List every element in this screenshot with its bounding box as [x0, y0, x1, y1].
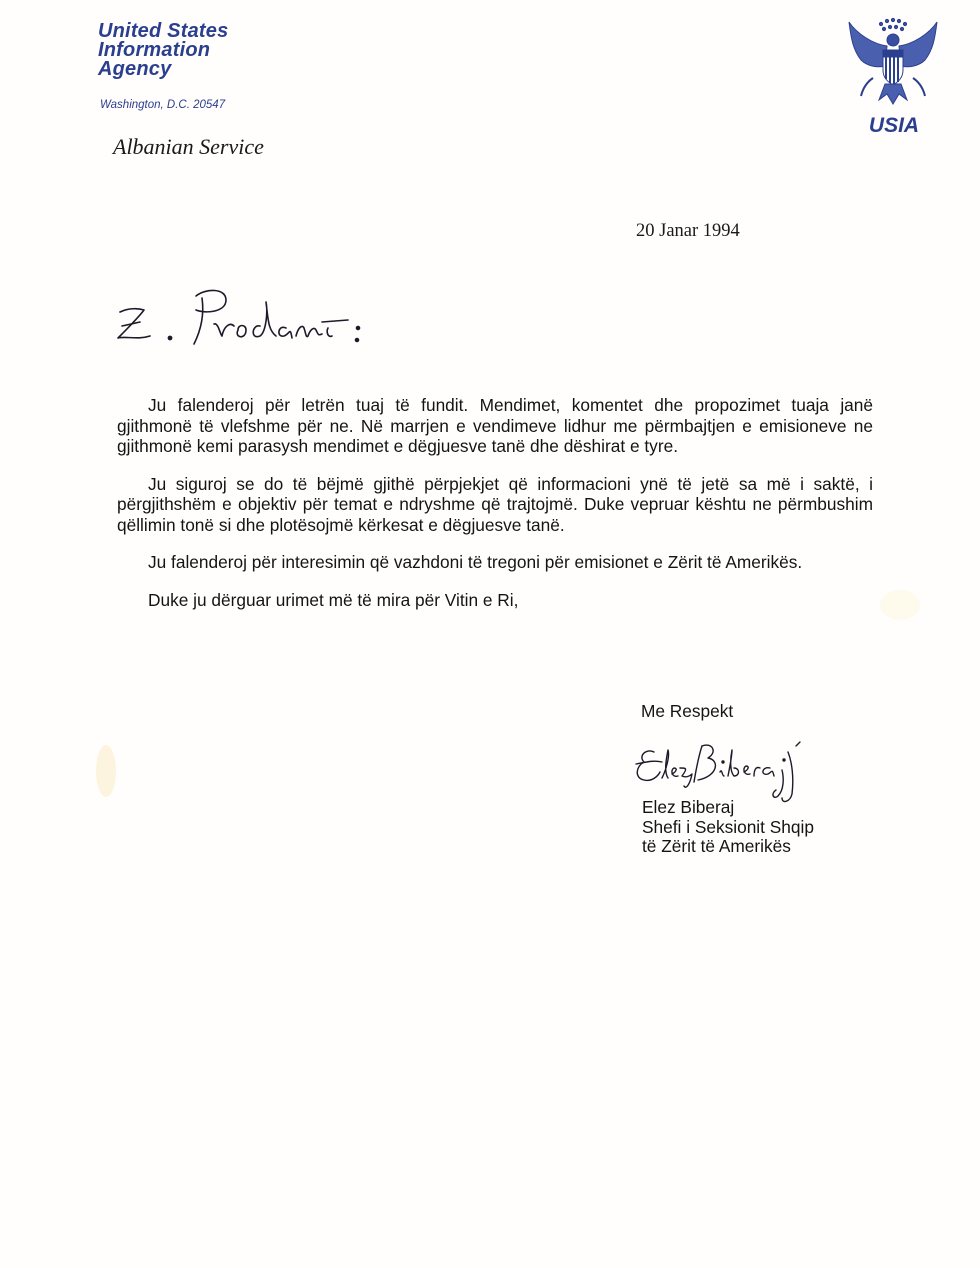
letter-body [117, 395, 873, 627]
paper-stain [880, 590, 920, 620]
signer-block [642, 798, 814, 857]
signer-title: Shefi i Seksionit Shqip [642, 816, 814, 837]
body-paragraph: Ju falenderoj për interesimin që vazhdoni të tregoni për emisionet e Zërit të Amerikës. [148, 552, 803, 572]
letter-date: 20 Janar 1994 [636, 221, 740, 241]
agency-name [98, 22, 228, 79]
signer-name: Elez Biberaj [642, 797, 735, 817]
signer-org: të Zërit të Amerikës [642, 836, 791, 856]
agency-name-line: United States [98, 20, 229, 42]
body-paragraph: Duke ju dërguar urimet më të mira për Vitin e Ri, [148, 589, 519, 610]
agency-name-line: Agency [98, 58, 172, 80]
handwritten-salutation [110, 282, 380, 362]
eagle-seal-icon [843, 16, 943, 108]
seal-label: USIA [868, 114, 920, 137]
agency-name-line: Information [98, 39, 211, 61]
paper-stain [96, 745, 116, 797]
body-paragraph: Ju siguroj se do të bëjmë gjithë përpjekjet që informacioni ynë të jetë sa më i saktë, i përgjithshëm e objektiv për temat e ndryshme që trajtojmë. Duke vepruar kështu ne përmbushim qëllimin tonë si dhe plotësojmë kërkesat e dëgjuesve tanë. [117, 473, 873, 535]
body-paragraph: Ju falenderoj për letrën tuaj të fundit. Mendimet, komentet dhe propozimet tuaja janë gjithmonë të vlefshme për ne. Në marrjen e vendimeve lidhur me përmbajtjen e emisioneve ne gjithmonë kemi parasysh mendimet e dëgjuesve tanë dhe dëshirat e tyre. [117, 395, 873, 456]
agency-address: Washington, D.C. 20547 [100, 99, 226, 111]
closing: Me Respekt [641, 701, 734, 721]
handwritten-signature [632, 738, 822, 806]
service-name: Albanian Service [113, 134, 264, 159]
